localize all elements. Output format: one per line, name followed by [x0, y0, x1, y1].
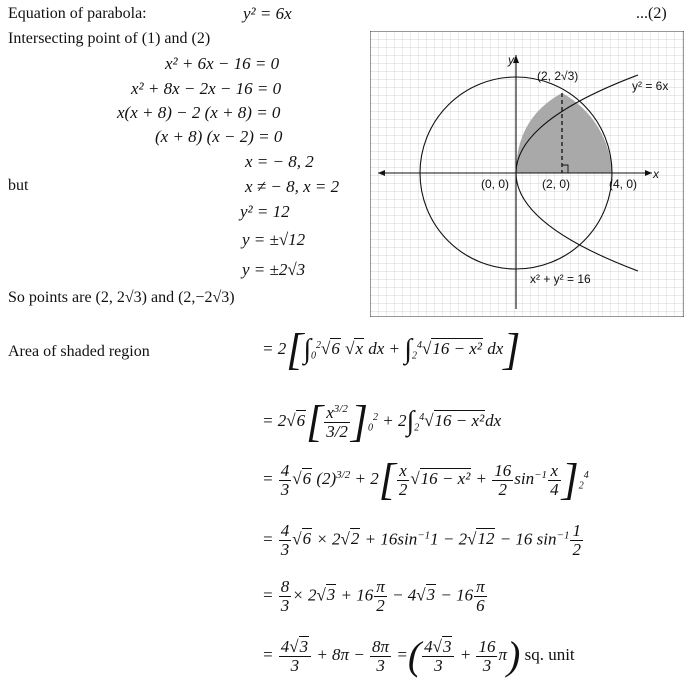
- step-line-5: x = − 8, 2: [245, 152, 314, 171]
- grid-background: [370, 31, 684, 317]
- area-line-3: = $\frac{4}{3}$ √6 $(2)^{3/2} + 2$[ $\frac{x}{2}$ √16 − x² + $\frac{16}{2}$ $\sin^{-1}$ $\frac{x}{4}$ ]$_2^4$: [262, 455, 589, 504]
- points-label: So points are (2, 2√3) and (2,−2√3): [8, 289, 235, 306]
- foot-label: (2, 0): [542, 177, 571, 191]
- step-line-2: x² + 8x − 2x − 16 = 0: [131, 79, 282, 98]
- step-line-8: y = ±√12: [242, 230, 306, 249]
- parabola-equation: y² = 6x: [243, 4, 292, 23]
- area-line-1: = $2[\int_0^2√6$ √x dx + $\int_2^4√16 - x^2$ dx]: [262, 325, 521, 374]
- point-top-label: (2, 2√3): [537, 69, 579, 83]
- area-line-4: = $\frac{4}{3}$ $√6 \times 2√2 + 16\sin^{-1}1 - 2√12 - 16$ $\sin^{-1}$ $\frac{1}{2}$: [262, 521, 581, 559]
- parabola-label: Equation of parabola:: [8, 5, 147, 22]
- area-line-2: = 2√6[ $\frac{x^{3/2}}{3/2}$ ]$_0^2 + 2\int_2^4√16 - x^2dx$: [262, 397, 502, 446]
- step-line-6: x ≠ − 8, x = 2: [245, 177, 340, 196]
- step-line-4: (x + 8) (x − 2) = 0: [155, 127, 283, 146]
- step-line-7: y² = 12: [240, 202, 290, 221]
- but-label: but: [8, 177, 29, 194]
- step-line-9: y = ±2√3: [242, 260, 306, 279]
- circle-curve-label: x² + y² = 16: [530, 272, 591, 286]
- area-label: Area of shaded region: [8, 343, 150, 360]
- x-axis-label: x: [653, 167, 659, 181]
- end-label: (4, 0): [609, 177, 638, 191]
- step-line-1: x² + 6x − 16 = 0: [165, 54, 280, 73]
- parabola-curve-label: y² = 6x: [632, 79, 669, 93]
- origin-label: (0, 0): [481, 177, 510, 191]
- area-line-5: = $\frac{8}{3}$ × 2√3 + 16 $\frac{\pi}{2}$ − 4√3 − 16 $\frac{\pi}{6}$: [262, 577, 485, 615]
- equation-ref: ...(2): [636, 5, 667, 22]
- area-line-6: = $\frac{4√3}{3}$ + 8π − $\frac{8\pi}{3}$ =( $\frac{4√3}{3}$ + $\frac{16}{3}$ π) sq. unit: [262, 633, 575, 678]
- region-figure: [370, 31, 684, 317]
- intersect-label: Intersecting point of (1) and (2): [8, 30, 211, 47]
- y-axis-label: y: [508, 53, 514, 67]
- step-line-3: x(x + 8) − 2 (x + 8) = 0: [117, 103, 281, 122]
- unit-label: sq. unit: [524, 644, 575, 664]
